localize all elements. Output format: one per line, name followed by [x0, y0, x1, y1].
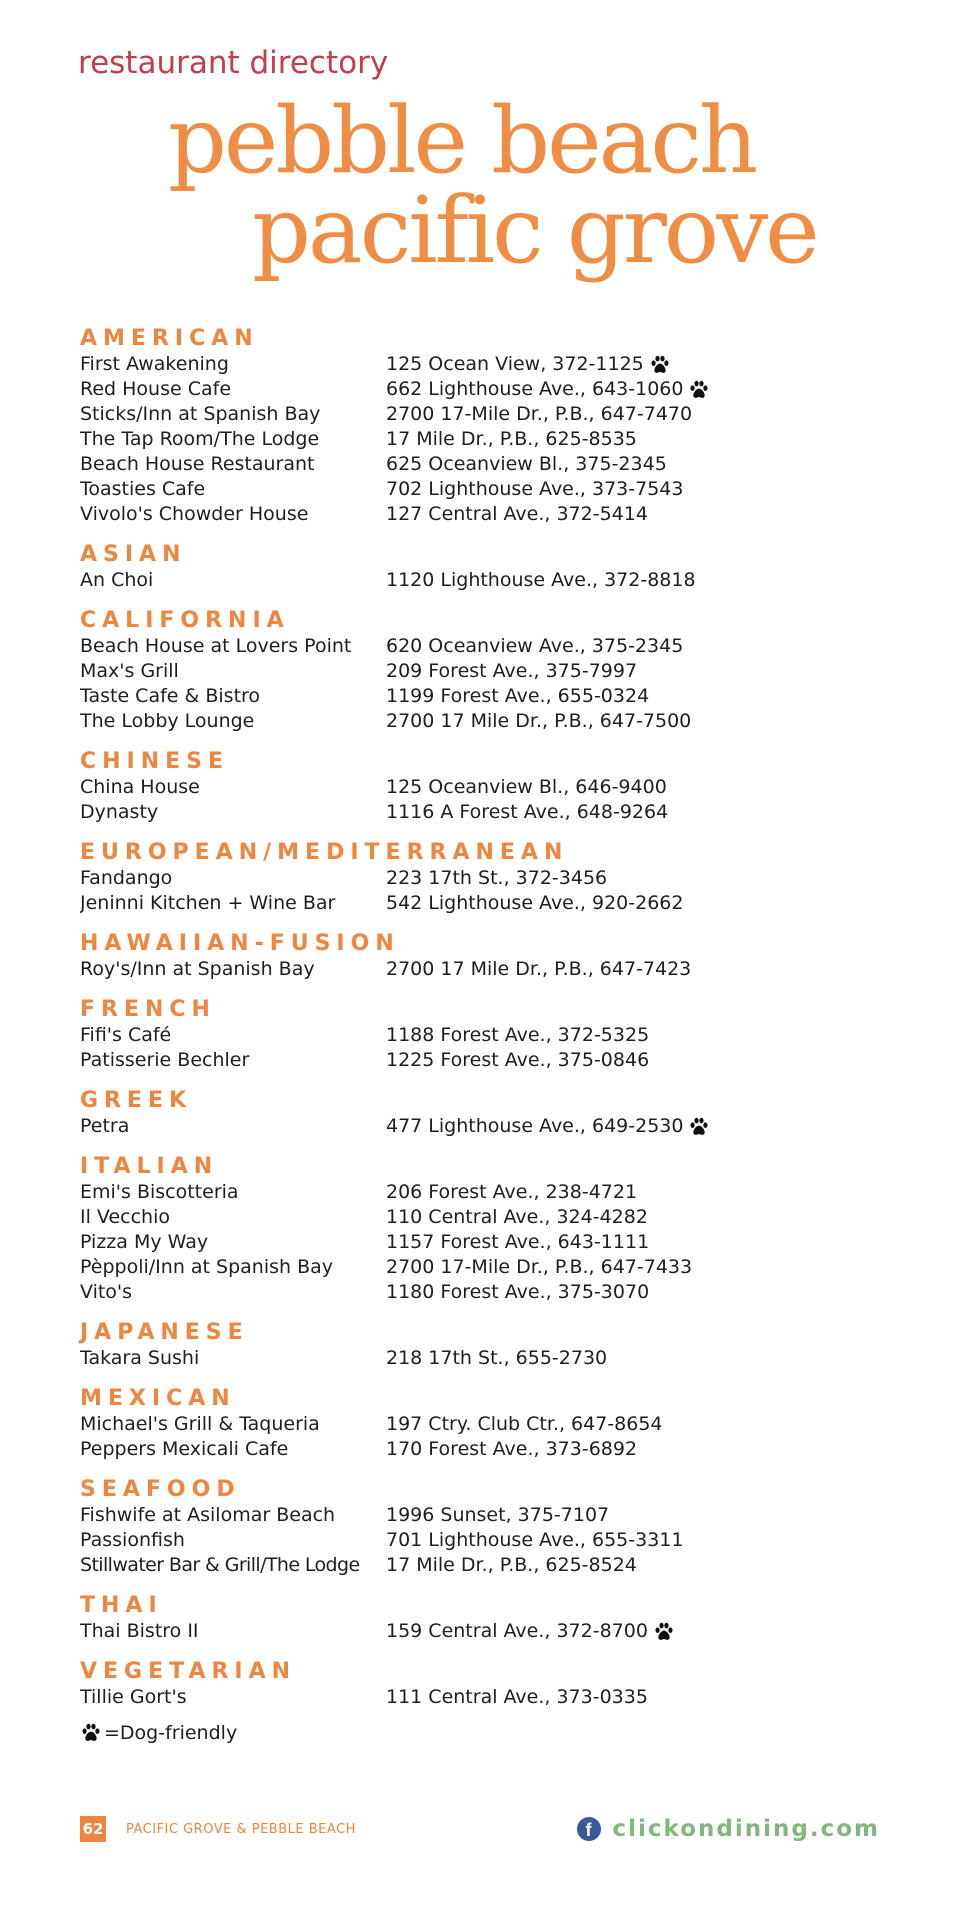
restaurant-row [80, 1280, 920, 1305]
restaurant-address [386, 1114, 710, 1139]
restaurant-address-text: 662 Lighthouse Ave., 643-1060 [386, 378, 684, 400]
brand-link[interactable]: clickondining.com [612, 1816, 880, 1842]
restaurant-row [80, 477, 920, 502]
restaurant-row [80, 1023, 920, 1048]
restaurant-row [80, 684, 920, 709]
restaurant-address-text: 197 Ctry. Club Ctr., 647-8654 [386, 1413, 663, 1435]
restaurant-address [386, 502, 648, 527]
restaurant-row [80, 1685, 920, 1710]
category-section [80, 1386, 920, 1462]
restaurant-name: The Tap Room/The Lodge [80, 428, 320, 450]
restaurant-address-text: 701 Lighthouse Ave., 655-3311 [386, 1529, 684, 1551]
category-heading: SEAFOOD [80, 1477, 241, 1502]
restaurant-address [386, 957, 691, 982]
category-heading: MEXICAN [80, 1386, 236, 1411]
restaurant-name: Fishwife at Asilomar Beach [80, 1504, 336, 1526]
restaurant-address-text: 542 Lighthouse Ave., 920-2662 [386, 892, 684, 914]
paw-print-icon [80, 1722, 102, 1744]
restaurant-address-text: 127 Central Ave., 372-5414 [386, 503, 648, 525]
restaurant-address [386, 1619, 675, 1644]
restaurant-row [80, 1412, 920, 1437]
category-section [80, 840, 920, 916]
restaurant-name: Jeninni Kitchen + Wine Bar [80, 892, 336, 914]
restaurant-address-text: 159 Central Ave., 372-8700 [386, 1620, 648, 1642]
restaurant-address-text: 625 Oceanview Bl., 375-2345 [386, 453, 667, 475]
restaurant-address-text: 170 Forest Ave., 373-6892 [386, 1438, 638, 1460]
restaurant-row [80, 452, 920, 477]
restaurant-row [80, 957, 920, 982]
restaurant-address [386, 1180, 637, 1205]
restaurant-address-text: 1120 Lighthouse Ave., 372-8818 [386, 569, 696, 591]
facebook-icon[interactable]: f [577, 1817, 601, 1841]
restaurant-row [80, 659, 920, 684]
restaurant-address [386, 1346, 607, 1371]
restaurant-directory [80, 326, 920, 1747]
restaurant-row [80, 377, 920, 402]
restaurant-address-text: 206 Forest Ave., 238-4721 [386, 1181, 638, 1203]
restaurant-row [80, 1346, 920, 1371]
restaurant-row [80, 634, 920, 659]
restaurant-address-text: 209 Forest Ave., 375-7997 [386, 660, 638, 682]
restaurant-address [386, 1553, 637, 1578]
restaurant-row [80, 775, 920, 800]
restaurant-address [386, 477, 683, 502]
title-line-1: pebble beach [168, 87, 756, 194]
restaurant-name: Stillwater Bar & Grill/The Lodge [80, 1554, 360, 1576]
restaurant-address-text: 218 17th St., 655-2730 [386, 1347, 608, 1369]
restaurant-address-text: 1180 Forest Ave., 375-3070 [386, 1281, 650, 1303]
restaurant-name: Il Vecchio [80, 1206, 170, 1228]
restaurant-address-text: 223 17th St., 372-3456 [386, 867, 608, 889]
category-section [80, 1477, 920, 1578]
restaurant-row [80, 1230, 920, 1255]
restaurant-address-text: 125 Oceanview Bl., 646-9400 [386, 776, 667, 798]
restaurant-address-text: 2700 17-Mile Dr., P.B., 647-7470 [386, 403, 693, 425]
restaurant-name: Passionfish [80, 1529, 185, 1551]
restaurant-name: Red House Cafe [80, 378, 232, 400]
restaurant-address-text: 1199 Forest Ave., 655-0324 [386, 685, 650, 707]
restaurant-name: Thai Bistro II [80, 1620, 199, 1642]
restaurant-name: Roy's/Inn at Spanish Bay [80, 958, 315, 980]
restaurant-address-text: 1996 Sunset, 375-7107 [386, 1504, 610, 1526]
restaurant-row [80, 800, 920, 825]
category-heading: GREEK [80, 1088, 193, 1113]
restaurant-name: Vivolo's Chowder House [80, 503, 309, 525]
restaurant-row [80, 1180, 920, 1205]
restaurant-address [386, 866, 607, 891]
restaurant-row [80, 1255, 920, 1280]
restaurant-row [80, 502, 920, 527]
category-heading: HAWAIIAN-FUSION [80, 931, 400, 956]
restaurant-row [80, 352, 920, 377]
restaurant-address [386, 1255, 692, 1280]
restaurant-name: Toasties Cafe [80, 478, 206, 500]
restaurant-address [386, 1280, 649, 1305]
restaurant-row [80, 402, 920, 427]
restaurant-name: Emi's Biscotteria [80, 1181, 239, 1203]
category-section [80, 1088, 920, 1139]
restaurant-address-text: 2700 17-Mile Dr., P.B., 647-7433 [386, 1256, 693, 1278]
category-heading: FRENCH [80, 997, 216, 1022]
category-section [80, 1659, 920, 1710]
restaurant-name: Fandango [80, 867, 173, 889]
restaurant-name: China House [80, 776, 200, 798]
restaurant-address [386, 377, 710, 402]
restaurant-name: Beach House Restaurant [80, 453, 315, 475]
category-heading: CALIFORNIA [80, 608, 290, 633]
restaurant-name: An Choi [80, 569, 154, 591]
category-section [80, 326, 920, 527]
restaurant-address-text: 1225 Forest Ave., 375-0846 [386, 1049, 650, 1071]
category-heading: JAPANESE [80, 1320, 249, 1345]
restaurant-address-text: 2700 17 Mile Dr., P.B., 647-7500 [386, 710, 692, 732]
restaurant-address-text: 1188 Forest Ave., 372-5325 [386, 1024, 650, 1046]
restaurant-address [386, 775, 667, 800]
restaurant-name: Max's Grill [80, 660, 179, 682]
page-title [168, 87, 817, 284]
restaurant-name: Michael's Grill & Taqueria [80, 1413, 320, 1435]
category-section [80, 542, 920, 593]
restaurant-row [80, 891, 920, 916]
restaurant-name: Sticks/Inn at Spanish Bay [80, 403, 321, 425]
paw-print-icon [688, 379, 710, 401]
category-heading: THAI [80, 1593, 163, 1618]
restaurant-name: Petra [80, 1115, 130, 1137]
restaurant-address [386, 1023, 649, 1048]
category-section [80, 608, 920, 734]
restaurant-name: Taste Cafe & Bistro [80, 685, 261, 707]
restaurant-name: Fifi's Café [80, 1024, 172, 1046]
legend-text: =Dog-friendly [104, 1722, 238, 1744]
restaurant-address-text: 702 Lighthouse Ave., 373-7543 [386, 478, 684, 500]
paw-print-icon [688, 1116, 710, 1138]
category-heading: VEGETARIAN [80, 1659, 297, 1684]
restaurant-address [386, 800, 668, 825]
restaurant-row [80, 1503, 920, 1528]
paw-print-icon [649, 354, 671, 376]
restaurant-row [80, 1553, 920, 1578]
restaurant-name: First Awakening [80, 353, 229, 375]
page-number: 62 [80, 1816, 106, 1842]
restaurant-row [80, 1114, 920, 1139]
restaurant-address [386, 427, 637, 452]
restaurant-address [386, 1230, 649, 1255]
restaurant-name: Beach House at Lovers Point [80, 635, 352, 657]
restaurant-name: Patisserie Bechler [80, 1049, 250, 1071]
restaurant-address-text: 110 Central Ave., 324-4282 [386, 1206, 648, 1228]
category-section [80, 1593, 920, 1644]
restaurant-address [386, 1685, 648, 1710]
paw-print-icon [653, 1621, 675, 1643]
title-line-2: pacific grove [252, 177, 817, 284]
restaurant-row [80, 866, 920, 891]
restaurant-row [80, 427, 920, 452]
restaurant-address-text: 477 Lighthouse Ave., 649-2530 [386, 1115, 684, 1137]
restaurant-address [386, 568, 696, 593]
category-heading: ITALIAN [80, 1154, 219, 1179]
restaurant-address [386, 1437, 637, 1462]
dog-friendly-legend [80, 1719, 920, 1747]
restaurant-address-text: 1157 Forest Ave., 643-1111 [386, 1231, 650, 1253]
restaurant-row [80, 1205, 920, 1230]
restaurant-address [386, 1048, 649, 1073]
restaurant-address-text: 620 Oceanview Ave., 375-2345 [386, 635, 684, 657]
category-heading: ASIAN [80, 542, 187, 567]
restaurant-name: Tillie Gort's [80, 1686, 187, 1708]
restaurant-name: Dynasty [80, 801, 159, 823]
restaurant-address-text: 1116 A Forest Ave., 648-9264 [386, 801, 669, 823]
restaurant-row [80, 1048, 920, 1073]
restaurant-address-text: 17 Mile Dr., P.B., 625-8535 [386, 428, 637, 450]
footer-section-title: PACIFIC GROVE & PEBBLE BEACH [126, 1822, 356, 1837]
restaurant-address [386, 684, 649, 709]
restaurant-row [80, 1619, 920, 1644]
restaurant-address [386, 1412, 663, 1437]
restaurant-name: The Lobby Lounge [80, 710, 255, 732]
restaurant-address [386, 1528, 683, 1553]
restaurant-name: Peppers Mexicali Cafe [80, 1438, 289, 1460]
restaurant-name: Pèppoli/Inn at Spanish Bay [80, 1256, 334, 1278]
restaurant-row [80, 568, 920, 593]
restaurant-address [386, 1205, 648, 1230]
restaurant-address [386, 1503, 609, 1528]
restaurant-address [386, 352, 671, 377]
restaurant-address [386, 709, 691, 734]
category-section [80, 997, 920, 1073]
restaurant-row [80, 709, 920, 734]
page-footer [80, 1816, 880, 1856]
category-section [80, 1154, 920, 1305]
restaurant-name: Pizza My Way [80, 1231, 209, 1253]
restaurant-address [386, 634, 683, 659]
restaurant-row [80, 1437, 920, 1462]
category-section [80, 749, 920, 825]
restaurant-name: Vito's [80, 1281, 133, 1303]
page-kicker: restaurant directory [78, 45, 389, 81]
restaurant-address-text: 125 Ocean View, 372-1125 [386, 353, 644, 375]
category-section [80, 931, 920, 982]
restaurant-address-text: 2700 17 Mile Dr., P.B., 647-7423 [386, 958, 692, 980]
category-section [80, 1320, 920, 1371]
restaurant-address [386, 402, 692, 427]
restaurant-name: Takara Sushi [80, 1347, 200, 1369]
category-heading: CHINESE [80, 749, 230, 774]
restaurant-address [386, 891, 683, 916]
restaurant-address-text: 111 Central Ave., 373-0335 [386, 1686, 648, 1708]
restaurant-address [386, 659, 637, 684]
restaurant-address [386, 452, 667, 477]
restaurant-row [80, 1528, 920, 1553]
category-heading: EUROPEAN/MEDITERRANEAN [80, 840, 569, 865]
restaurant-address-text: 17 Mile Dr., P.B., 625-8524 [386, 1554, 637, 1576]
brand[interactable] [577, 1816, 880, 1842]
category-heading: AMERICAN [80, 326, 259, 351]
